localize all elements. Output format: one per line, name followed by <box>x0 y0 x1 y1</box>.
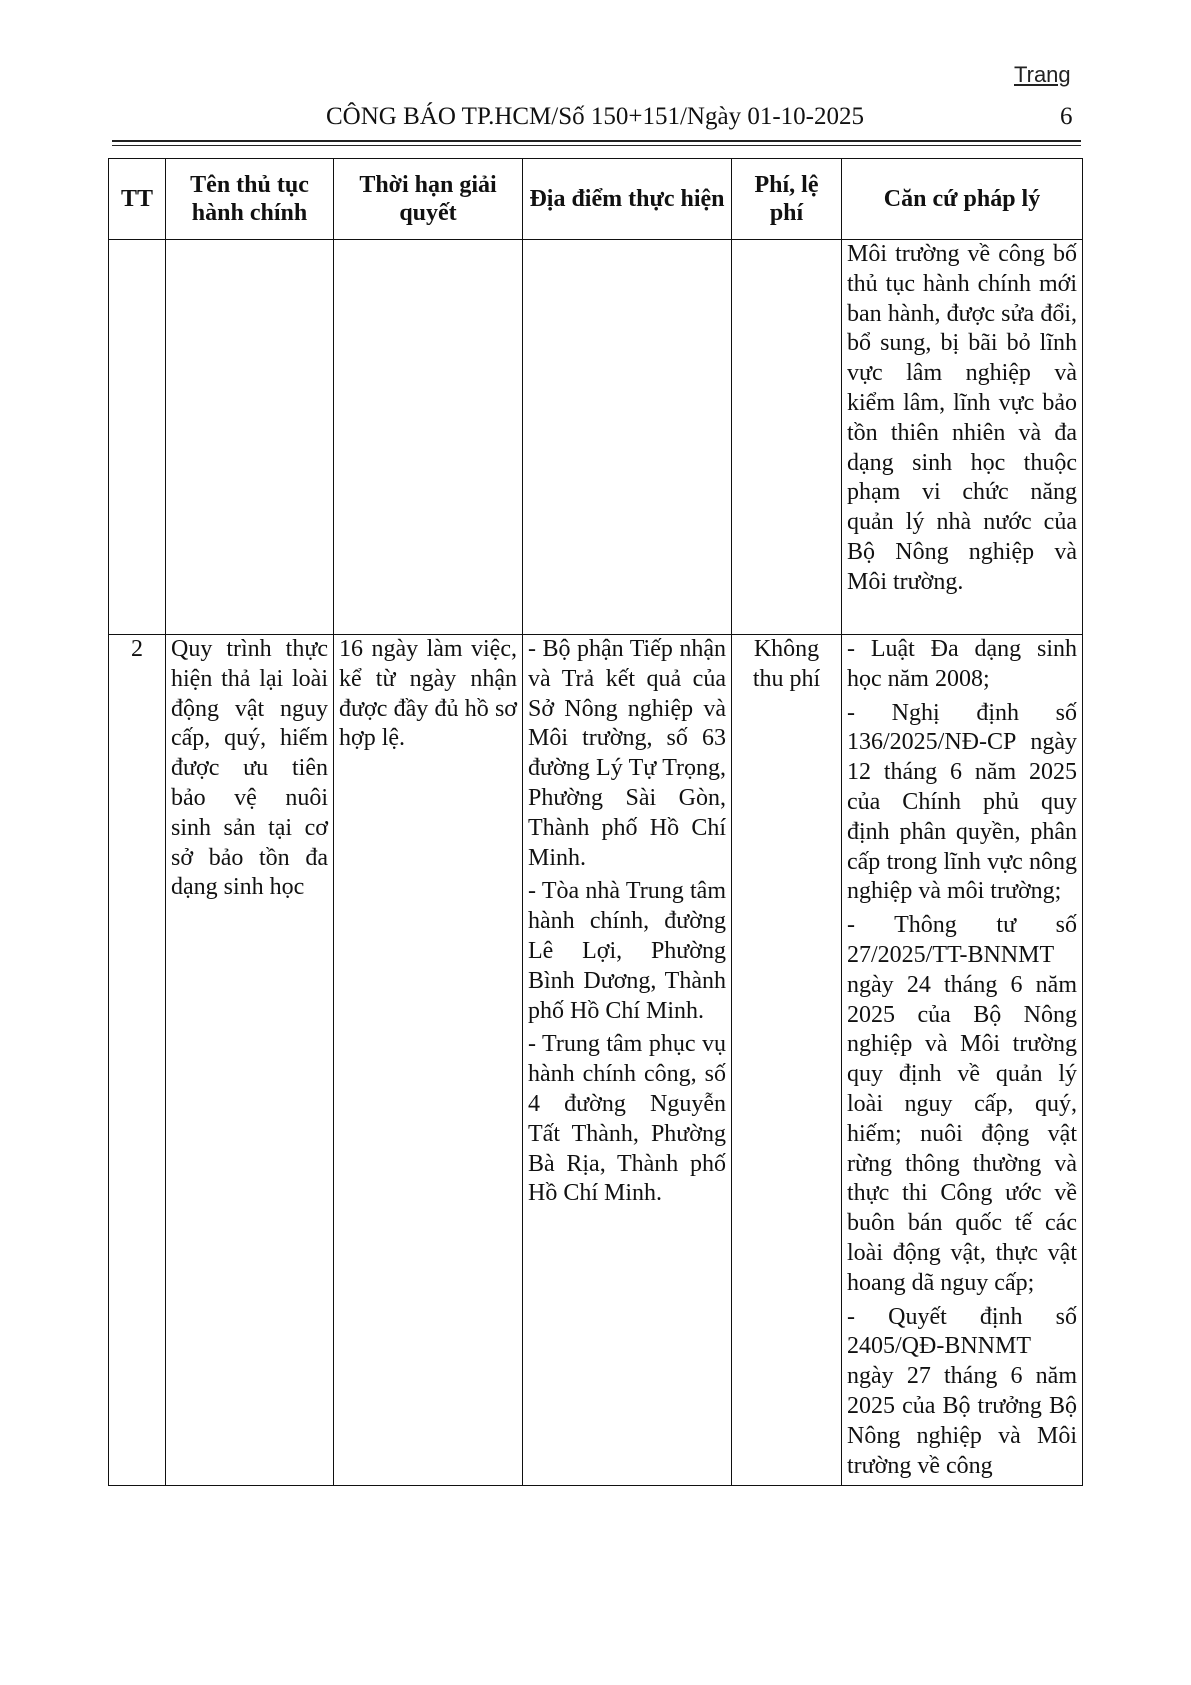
column-header-legal-basis: Căn cứ pháp lý <box>842 159 1083 240</box>
legal-basis-item: - Quyết định số 2405/QĐ-BNNMT ngày 27 tháng 6 năm 2025 của Bộ trưởng Bộ Nông nghiệp và Môi trường về công <box>847 1303 1077 1479</box>
cell-empty <box>732 240 842 635</box>
column-header-fee: Phí, lệ phí <box>732 159 842 240</box>
gazette-header: CÔNG BÁO TP.HCM/Số 150+151/Ngày 01-10-2025 <box>326 103 864 130</box>
cell-duration: 16 ngày làm việc, kể từ ngày nhận được đầy đủ hồ sơ hợp lệ. <box>334 635 523 1486</box>
column-header-duration: Thời hạn giải quyết <box>334 159 523 240</box>
cell-fee: Không thu phí <box>732 635 842 1486</box>
cell-empty <box>166 240 334 635</box>
column-header-tt: TT <box>109 159 166 240</box>
cell-location <box>523 635 732 1486</box>
cell-procedure-name: Quy trình thực hiện thả lại loài động vật nguy cấp, quý, hiếm được ưu tiên bảo vệ nuôi sinh sản tại cơ sở bảo tồn đa dạng sinh học <box>166 635 334 1486</box>
table-row-continued <box>109 240 1083 635</box>
table-header-row <box>109 159 1083 240</box>
page-number: 6 <box>1060 103 1073 130</box>
cell-tt: 2 <box>109 635 166 1486</box>
header-rule-thick <box>112 140 1081 142</box>
cell-empty <box>334 240 523 635</box>
cell-legal-basis <box>842 635 1083 1486</box>
table-row <box>109 635 1083 1486</box>
column-header-location: Địa điểm thực hiện <box>523 159 732 240</box>
header-rule-thin <box>112 145 1081 146</box>
column-header-procedure-name: Tên thủ tục hành chính <box>166 159 334 240</box>
page-label: Trang <box>1014 62 1071 87</box>
cell-empty <box>523 240 732 635</box>
location-item: - Bộ phận Tiếp nhận và Trả kết quả của Sở Nông nghiệp và Môi trường, số 63 đường Lý Tự Trọng, Phường Sài Gòn, Thành phố Hồ Chí Minh. <box>528 636 726 871</box>
legal-basis-item: - Nghị định số 136/2025/NĐ-CP ngày 12 tháng 6 năm 2025 của Chính phủ quy định phân quyền, phân cấp trong lĩnh vực nông nghiệp và môi trường; <box>847 699 1077 905</box>
location-item: - Tòa nhà Trung tâm hành chính, đường Lê Lợi, Phường Bình Dương, Thành phố Hồ Chí Minh. <box>528 878 726 1024</box>
legal-basis-item: - Luật Đa dạng sinh học năm 2008; <box>847 636 1077 692</box>
cell-legal-basis-continued: Môi trường về công bố thủ tục hành chính mới ban hành, được sửa đổi, bổ sung, bị bãi bỏ lĩnh vực lâm nghiệp và kiểm lâm, lĩnh vực bảo tồn thiên nhiên và đa dạng sinh học thuộc phạm vi chức năng quản lý nhà nước của Bộ Nông nghiệp và Môi trường. <box>842 240 1083 635</box>
location-item: - Trung tâm phục vụ hành chính công, số 4 đường Nguyễn Tất Thành, Phường Bà Rịa, Thành phố Hồ Chí Minh. <box>528 1031 726 1207</box>
legal-basis-item: - Thông tư số 27/2025/TT-BNNMT ngày 24 tháng 6 năm 2025 của Bộ Nông nghiệp và Môi trường quy định về quản lý loài nguy cấp, quý, hiếm; nuôi động vật rừng thông thường và thực thi Công ước về buôn bán quốc tế các loài động vật, thực vật hoang dã nguy cấp; <box>847 912 1077 1296</box>
cell-empty <box>109 240 166 635</box>
procedure-table <box>108 158 1083 1486</box>
